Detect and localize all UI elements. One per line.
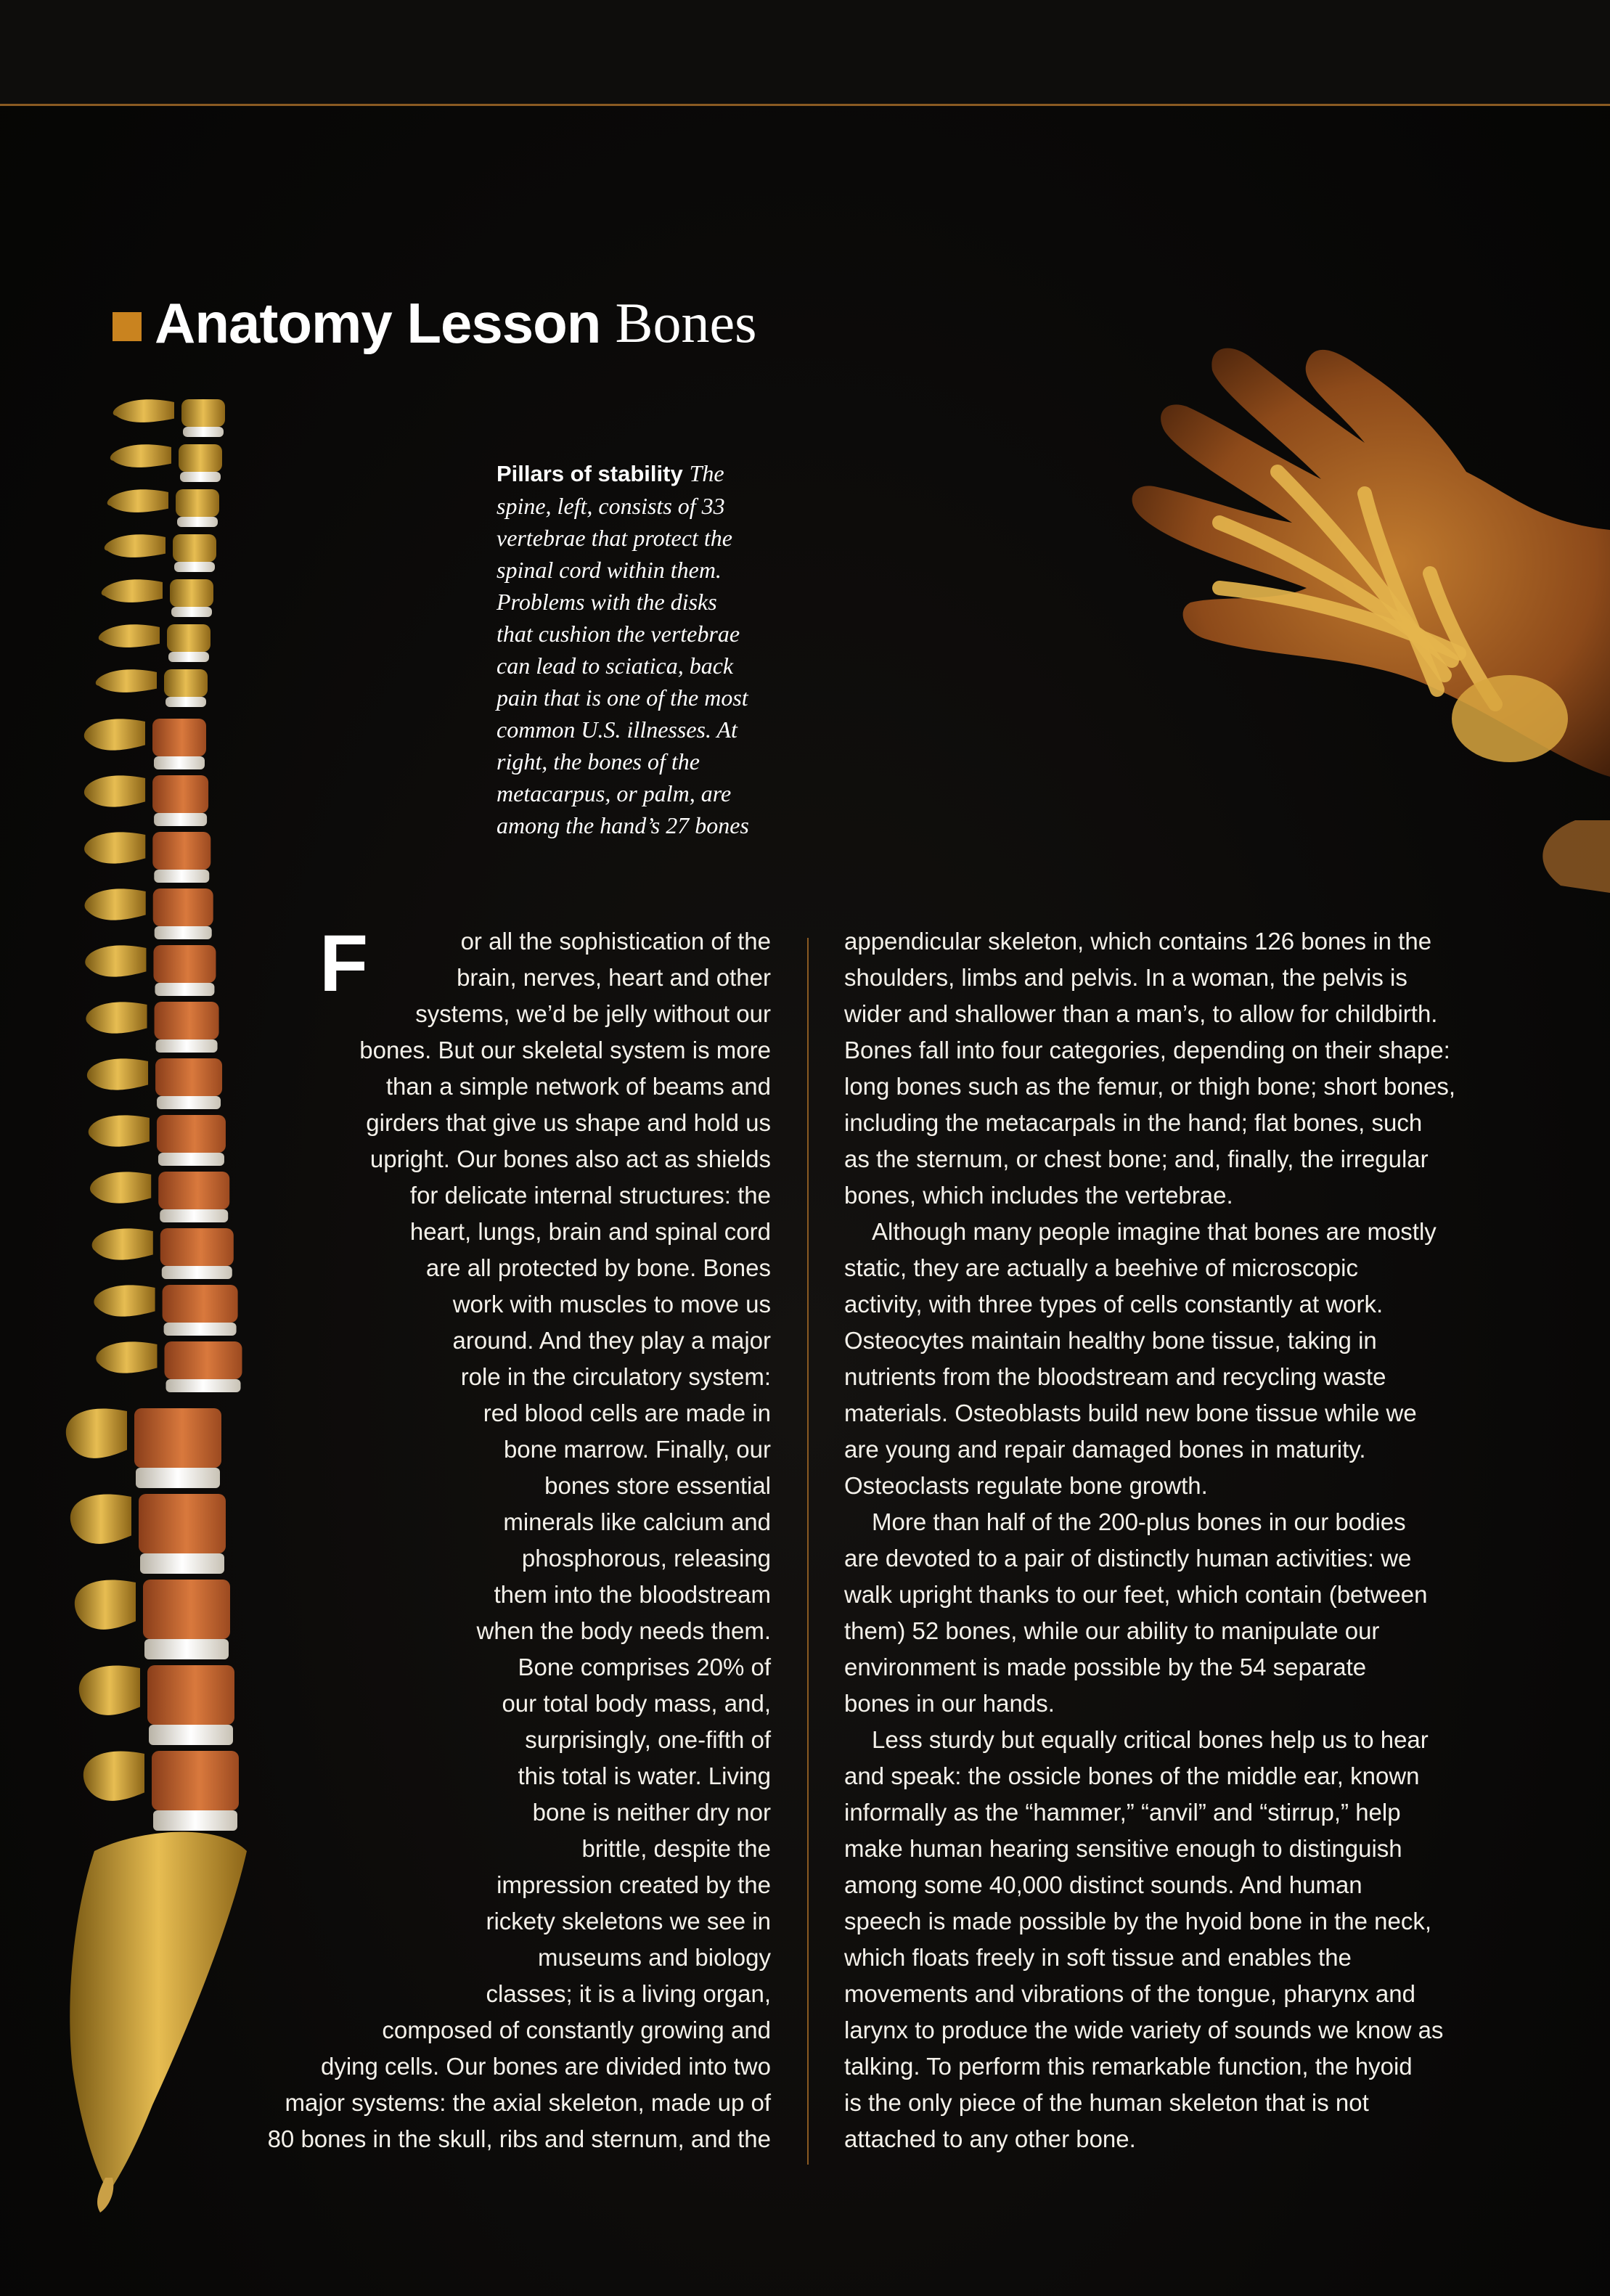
body-line: among some 40,000 distinct sounds. And human bbox=[844, 1871, 1362, 1898]
intervertebral-disc bbox=[154, 756, 205, 769]
body-line: bones. But our skeletal system is more bbox=[359, 1037, 771, 1063]
body-line: activity, with three types of cells constantly at work. bbox=[844, 1291, 1384, 1317]
intervertebral-disc bbox=[155, 926, 212, 939]
body-line: which floats freely in soft tissue and enables the bbox=[844, 1944, 1352, 1971]
intervertebral-disc bbox=[166, 1379, 241, 1392]
carpal-bones bbox=[1452, 675, 1568, 762]
intervertebral-disc bbox=[158, 1153, 224, 1166]
body-line: than a simple network of beams and bbox=[385, 1073, 771, 1100]
caption-lead: Pillars of stability bbox=[497, 461, 683, 486]
body-line: 80 bones in the skull, ribs and sternum, and the bbox=[267, 2125, 771, 2152]
caption-text: Problems with the disks bbox=[497, 589, 717, 615]
caption-text: pain that is one of the most bbox=[497, 685, 748, 711]
vertebra-body bbox=[173, 534, 216, 562]
vertebra-process bbox=[102, 579, 163, 602]
body-line: informally as the “hammer,” “anvil” and “stirrup,” help bbox=[844, 1799, 1401, 1826]
body-line: impression created by the bbox=[497, 1871, 771, 1898]
vertebra-body bbox=[134, 1408, 221, 1468]
body-line: when the body needs them. bbox=[476, 1617, 771, 1644]
vertebra-body bbox=[155, 1058, 222, 1096]
caption-text: that cushion the vertebrae bbox=[497, 621, 740, 647]
vertebra-process bbox=[86, 1002, 147, 1033]
vertebra-body bbox=[157, 1115, 226, 1153]
intervertebral-disc bbox=[164, 1323, 237, 1336]
body-line: walk upright thanks to our feet, which contain (between bbox=[844, 1581, 1428, 1608]
vertebra-body bbox=[155, 1002, 219, 1039]
body-line: composed of constantly growing and bbox=[382, 2017, 771, 2043]
vertebra-process bbox=[107, 489, 168, 512]
headline-light: Bones bbox=[615, 291, 757, 354]
body-line: are young and repair damaged bones in maturity. bbox=[844, 1436, 1366, 1463]
body-line: environment is made possible by the 54 separate bbox=[844, 1654, 1367, 1680]
vertebra-body bbox=[152, 775, 208, 813]
intervertebral-disc bbox=[162, 1266, 232, 1279]
vertebra-process bbox=[89, 1115, 150, 1146]
body-line: wider and shallower than a man’s, to allow for childbirth. bbox=[844, 1000, 1438, 1027]
spine-illustration bbox=[65, 377, 457, 2214]
caption-line bbox=[497, 745, 787, 777]
body-line: materials. Osteoblasts build new bone tissue while we bbox=[844, 1400, 1417, 1426]
intervertebral-disc bbox=[149, 1725, 233, 1745]
vertebra-process bbox=[66, 1408, 127, 1458]
intervertebral-disc bbox=[174, 562, 215, 572]
headline-strong: Anatomy Lesson bbox=[155, 290, 601, 355]
intervertebral-disc bbox=[157, 1096, 221, 1109]
caption-text: spinal cord within them. bbox=[497, 557, 722, 583]
vertebra-process bbox=[75, 1580, 136, 1629]
intervertebral-disc bbox=[154, 813, 207, 826]
caption-line bbox=[497, 777, 787, 809]
vertebra-process bbox=[99, 624, 160, 647]
vertebra-process bbox=[87, 1058, 148, 1090]
headline bbox=[113, 287, 756, 359]
column-divider bbox=[807, 938, 809, 2165]
body-line: brain, nerves, heart and other bbox=[457, 964, 771, 991]
caption-text: The bbox=[689, 460, 724, 486]
intervertebral-disc bbox=[140, 1553, 224, 1574]
body-line: bones store essential bbox=[544, 1472, 771, 1499]
vertebra-process bbox=[79, 1665, 140, 1715]
body-line: classes; it is a living organ, bbox=[486, 1980, 771, 2007]
body-line: our total body mass, and, bbox=[502, 1690, 771, 1717]
caption-line bbox=[497, 618, 787, 650]
body-line: girders that give us shape and hold us bbox=[366, 1109, 771, 1136]
body-line: Osteoclasts regulate bone growth. bbox=[844, 1472, 1208, 1499]
caption-line bbox=[497, 586, 787, 618]
caption-line bbox=[497, 522, 787, 554]
body-line: for delicate internal structures: the bbox=[409, 1182, 771, 1209]
body-line: talking. To perform this remarkable function, the hyoid bbox=[844, 2053, 1413, 2080]
caption-line bbox=[497, 490, 787, 522]
body-line: rickety skeletons we see in bbox=[486, 1908, 771, 1935]
body-line: phosphorous, releasing bbox=[521, 1545, 771, 1572]
body-line: role in the circulatory system: bbox=[460, 1363, 771, 1390]
body-line: and speak: the ossicle bones of the middle ear, known bbox=[844, 1762, 1420, 1789]
intervertebral-disc bbox=[177, 517, 218, 527]
vertebra-process bbox=[84, 719, 145, 750]
vertebra-body bbox=[179, 444, 222, 472]
body-line: appendicular skeleton, which contains 126 bones in the bbox=[844, 928, 1432, 955]
intervertebral-disc bbox=[136, 1468, 220, 1488]
intervertebral-disc bbox=[154, 870, 209, 883]
body-line: More than half of the 200-plus bones in our bodies bbox=[872, 1508, 1406, 1535]
top-band bbox=[0, 0, 1610, 104]
body-line: are all protected by bone. Bones bbox=[425, 1254, 771, 1281]
body-column-right bbox=[844, 923, 1577, 2157]
caption-line bbox=[497, 457, 787, 490]
caption-line bbox=[497, 809, 787, 841]
vertebra-body bbox=[160, 1228, 234, 1266]
intervertebral-disc bbox=[180, 472, 221, 482]
vertebra-process bbox=[85, 888, 146, 920]
caption-text: common U.S. illnesses. At bbox=[497, 716, 737, 743]
vertebra-process bbox=[83, 1751, 144, 1800]
body-line: or all the sophistication of the bbox=[460, 928, 771, 955]
intervertebral-disc bbox=[155, 983, 214, 996]
vertebra-process bbox=[96, 1341, 157, 1373]
body-line: attached to any other bone. bbox=[844, 2125, 1136, 2152]
body-line: bones in our hands. bbox=[844, 1690, 1055, 1717]
body-line: major systems: the axial skeleton, made up of bbox=[285, 2089, 771, 2116]
intervertebral-disc bbox=[160, 1209, 228, 1222]
vertebra-process bbox=[85, 945, 146, 976]
caption-text: right, the bones of the bbox=[497, 748, 700, 775]
vertebra-process bbox=[84, 832, 145, 863]
vertebra-body bbox=[153, 945, 216, 983]
body-line: brittle, despite the bbox=[581, 1835, 771, 1862]
caption-line bbox=[497, 554, 787, 586]
caption-text: among the hand’s 27 bones bbox=[497, 812, 749, 838]
vertebra-body bbox=[139, 1494, 226, 1553]
body-line: Although many people imagine that bones are mostly bbox=[872, 1218, 1437, 1245]
vertebra-process bbox=[110, 444, 171, 467]
caption-text: spine, left, consists of 33 bbox=[497, 493, 725, 519]
vertebra-body bbox=[170, 579, 213, 607]
vertebra-body bbox=[152, 832, 211, 870]
vertebra-body bbox=[147, 1665, 234, 1725]
body-line: work with muscles to move us bbox=[452, 1291, 771, 1317]
intervertebral-disc bbox=[153, 1810, 237, 1831]
drop-cap: F bbox=[319, 919, 369, 1008]
hand-skeleton-illustration bbox=[813, 312, 1610, 907]
intervertebral-disc bbox=[183, 427, 224, 437]
body-line: are devoted to a pair of distinctly human activities: we bbox=[844, 1545, 1412, 1572]
caption-text: vertebrae that protect the bbox=[497, 525, 732, 551]
vertebra-body bbox=[167, 624, 211, 652]
intervertebral-disc bbox=[168, 652, 209, 662]
body-line: them into the bloodstream bbox=[494, 1581, 771, 1608]
sacrum bbox=[70, 1832, 247, 2192]
body-line: nutrients from the bloodstream and recycling waste bbox=[844, 1363, 1386, 1390]
vertebra-process bbox=[94, 1285, 155, 1316]
intervertebral-disc bbox=[144, 1639, 229, 1659]
body-line: Osteocytes maintain healthy bone tissue, taking in bbox=[844, 1327, 1377, 1354]
body-line: movements and vibrations of the tongue, pharynx and bbox=[844, 1980, 1415, 2007]
intervertebral-disc bbox=[166, 697, 206, 707]
body-line: speech is made possible by the hyoid bone in the neck, bbox=[844, 1908, 1432, 1935]
vertebra-body bbox=[164, 669, 208, 697]
body-line: is the only piece of the human skeleton that is not bbox=[844, 2089, 1369, 2116]
body-line: Less sturdy but equally critical bones help us to hear bbox=[872, 1726, 1429, 1753]
body-line: minerals like calcium and bbox=[503, 1508, 771, 1535]
body-line: as the sternum, or chest bone; and, finally, the irregular bbox=[844, 1145, 1429, 1172]
body-line: Bones fall into four categories, depending on their shape: bbox=[844, 1037, 1450, 1063]
body-line: them) 52 bones, while our ability to manipulate our bbox=[844, 1617, 1380, 1644]
vertebra-body bbox=[163, 1285, 238, 1323]
body-line: shoulders, limbs and pelvis. In a woman, the pelvis is bbox=[844, 964, 1407, 991]
body-line: heart, lungs, brain and spinal cord bbox=[409, 1218, 771, 1245]
body-line: dying cells. Our bones are divided into two bbox=[320, 2053, 771, 2080]
vertebra-body bbox=[143, 1580, 230, 1639]
vertebra-process bbox=[96, 669, 157, 693]
body-line: surprisingly, one-fifth of bbox=[525, 1726, 771, 1753]
caption-text: can lead to sciatica, back bbox=[497, 653, 734, 679]
body-line: red blood cells are made in bbox=[483, 1400, 771, 1426]
vertebra-body bbox=[176, 489, 219, 517]
vertebra-process bbox=[113, 399, 174, 422]
body-line: bone is neither dry nor bbox=[532, 1799, 771, 1826]
body-line: museums and biology bbox=[537, 1944, 771, 1971]
body-line: Bone comprises 20% of bbox=[518, 1654, 771, 1680]
vertebra-process bbox=[84, 775, 145, 806]
body-line: long bones such as the femur, or thigh bone; short bones, bbox=[844, 1073, 1456, 1100]
body-line: around. And they play a major bbox=[452, 1327, 771, 1354]
caption bbox=[497, 457, 787, 841]
intervertebral-disc bbox=[156, 1039, 218, 1053]
body-line: this total is water. Living bbox=[518, 1762, 771, 1789]
intervertebral-disc bbox=[171, 607, 212, 617]
vertebra-process bbox=[105, 534, 166, 557]
vertebra-process bbox=[92, 1228, 153, 1259]
vertebra-process bbox=[90, 1172, 151, 1203]
body-line: make human hearing sensitive enough to distinguish bbox=[844, 1835, 1402, 1862]
body-line: upright. Our bones also act as shields bbox=[369, 1145, 771, 1172]
caption-line bbox=[497, 650, 787, 682]
headline-marker bbox=[113, 312, 142, 341]
vertebra-body bbox=[181, 399, 225, 427]
vertebra-process bbox=[70, 1494, 131, 1543]
body-line: larynx to produce the wide variety of sounds we know as bbox=[844, 2017, 1444, 2043]
vertebra-body bbox=[165, 1341, 242, 1379]
vertebra-body bbox=[153, 888, 213, 926]
body-line: including the metacarpals in the hand; flat bones, such bbox=[844, 1109, 1423, 1136]
vertebra-body bbox=[152, 719, 206, 756]
coccyx bbox=[97, 2178, 113, 2213]
body-line: systems, we’d be jelly without our bbox=[415, 1000, 771, 1027]
vertebra-body bbox=[152, 1751, 239, 1810]
caption-text: metacarpus, or palm, are bbox=[497, 780, 732, 806]
body-line: bone marrow. Finally, our bbox=[503, 1436, 771, 1463]
caption-line bbox=[497, 714, 787, 745]
top-rule bbox=[0, 104, 1610, 106]
vertebra-body bbox=[158, 1172, 229, 1209]
body-line: bones, which includes the vertebrae. bbox=[844, 1182, 1233, 1209]
caption-line bbox=[497, 682, 787, 714]
body-line: static, they are actually a beehive of microscopic bbox=[844, 1254, 1359, 1281]
